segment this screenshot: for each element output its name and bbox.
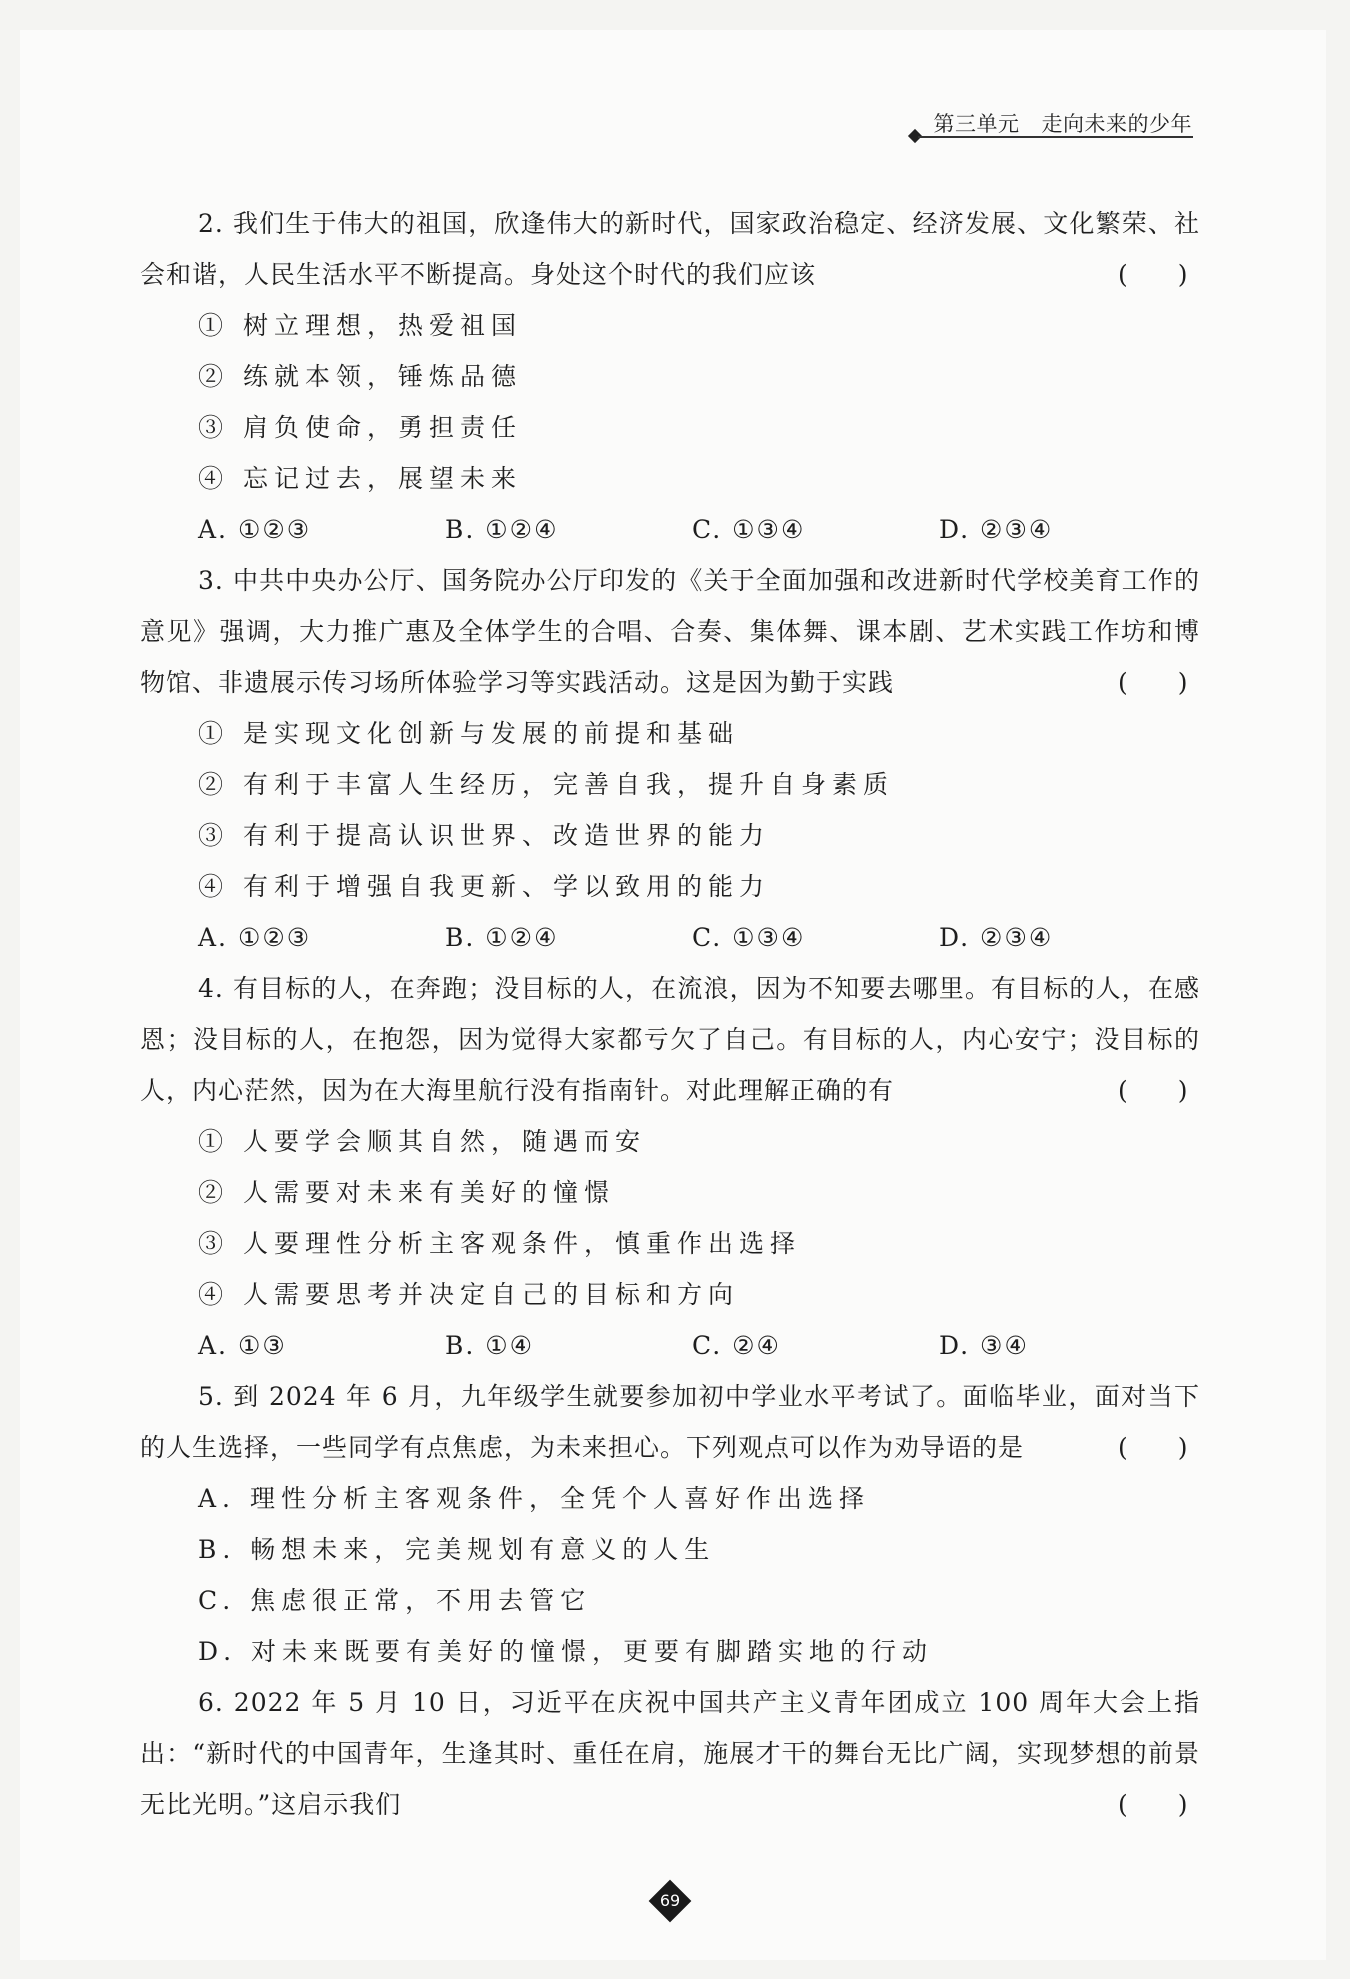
choice-b: B. ①②④: [445, 923, 559, 952]
choice-c: C. ①③④: [692, 923, 806, 952]
question-2: [140, 198, 1200, 555]
answer-blank: ( ): [1118, 1076, 1188, 1105]
option-line: ④ 忘记过去，展望未来: [198, 464, 522, 493]
question-5: [140, 1371, 1200, 1677]
option-line: ③ 有利于提高认识世界、改造世界的能力: [198, 821, 770, 850]
question-stem: 6. 2022 年 5 月 10 日，习近平在庆祝中国共产主义青年团成立 100 周年大会上指出：“新时代的中国青年，生逢其时、重任在肩，施展才干的舞台无比广阔，实现梦想的前景无比光明。”这启示我们 ( ): [140, 1677, 1200, 1830]
question-stem: 3. 中共中央办公厅、国务院办公厅印发的《关于全面加强和改进新时代学校美育工作的意见》强调，大力推广惠及全体学生的合唱、合奏、集体舞、课本剧、艺术实践工作坊和博物馆、非遗展示传习场所体验学习等实践活动。这是因为勤于实践 ( ): [140, 555, 1200, 708]
option-line: ③ 人要理性分析主客观条件，慎重作出选择: [198, 1229, 801, 1258]
option-line: ① 树立理想，热爱祖国: [198, 311, 522, 340]
unit-label: 第三单元: [933, 112, 1020, 136]
page-number: 69: [659, 1891, 681, 1910]
option-line: C. 焦虑很正常，不用去管它: [198, 1586, 592, 1615]
running-header: [934, 108, 1193, 138]
option-line: ② 人需要对未来有美好的憧憬: [198, 1178, 615, 1207]
option-line: ② 练就本领，锤炼品德: [198, 362, 522, 391]
question-stem: 5. 到 2024 年 6 月，九年级学生就要参加初中学业水平考试了。面临毕业，面对当下的人生选择，一些同学有点焦虑，为未来担心。下列观点可以作为劝导语的是 ( ): [140, 1371, 1200, 1473]
question-4: [140, 963, 1200, 1371]
header-rule: [918, 136, 1193, 138]
option-line: ③ 肩负使命，勇担责任: [198, 413, 522, 442]
question-3: [140, 555, 1200, 963]
question-6: [140, 1677, 1200, 1830]
option-line: B. 畅想未来，完美规划有意义的人生: [198, 1535, 716, 1564]
question-stem: 2. 我们生于伟大的祖国，欣逢伟大的新时代，国家政治稳定、经济发展、文化繁荣、社会和谐，人民生活水平不断提高。身处这个时代的我们应该 ( ): [140, 198, 1200, 300]
choice-d: D. ②③④: [939, 923, 1054, 952]
answer-blank: ( ): [1118, 1433, 1188, 1462]
choice-a: A. ①③: [198, 1331, 287, 1360]
choice-b: B. ①④: [445, 1331, 535, 1360]
choice-a: A. ①②③: [198, 923, 312, 952]
question-list: [140, 198, 1200, 1830]
option-line: D. 对未来既要有美好的憧憬，更要有脚踏实地的行动: [198, 1637, 934, 1666]
option-line: ① 是实现文化创新与发展的前提和基础: [198, 719, 739, 748]
choice-c: C. ①③④: [692, 515, 806, 544]
question-stem: 4. 有目标的人，在奔跑；没目标的人，在流浪，因为不知要去哪里。有目标的人，在感恩；没目标的人，在抱怨，因为觉得大家都亏欠了自己。有目标的人，内心安宁；没目标的人，内心茫然，因为在大海里航行没有指南针。对此理解正确的有 ( ): [140, 963, 1200, 1116]
choice-d: D. ②③④: [939, 515, 1054, 544]
choice-b: B. ①②④: [445, 515, 559, 544]
answer-choices: [140, 1320, 1200, 1371]
answer-choices: [140, 912, 1200, 963]
answer-choices: [140, 504, 1200, 555]
page-number-badge: [649, 1880, 691, 1922]
choice-d: D. ③④: [939, 1331, 1029, 1360]
option-line: ② 有利于丰富人生经历，完善自我，提升自身素质: [198, 770, 894, 799]
option-line: ① 人要学会顺其自然，随遇而安: [198, 1127, 646, 1156]
answer-blank: ( ): [1118, 260, 1188, 289]
option-line: ④ 人需要思考并决定自己的目标和方向: [198, 1280, 739, 1309]
option-line: A. 理性分析主客观条件，全凭个人喜好作出选择: [198, 1484, 870, 1513]
choice-a: A. ①②③: [198, 515, 312, 544]
page-header: [0, 0, 1350, 140]
answer-blank: ( ): [1118, 1790, 1188, 1819]
answer-blank: ( ): [1118, 668, 1188, 697]
unit-title: 走向未来的少年: [1041, 112, 1192, 136]
choice-c: C. ②④: [692, 1331, 781, 1360]
option-line: ④ 有利于增强自我更新、学以致用的能力: [198, 872, 770, 901]
